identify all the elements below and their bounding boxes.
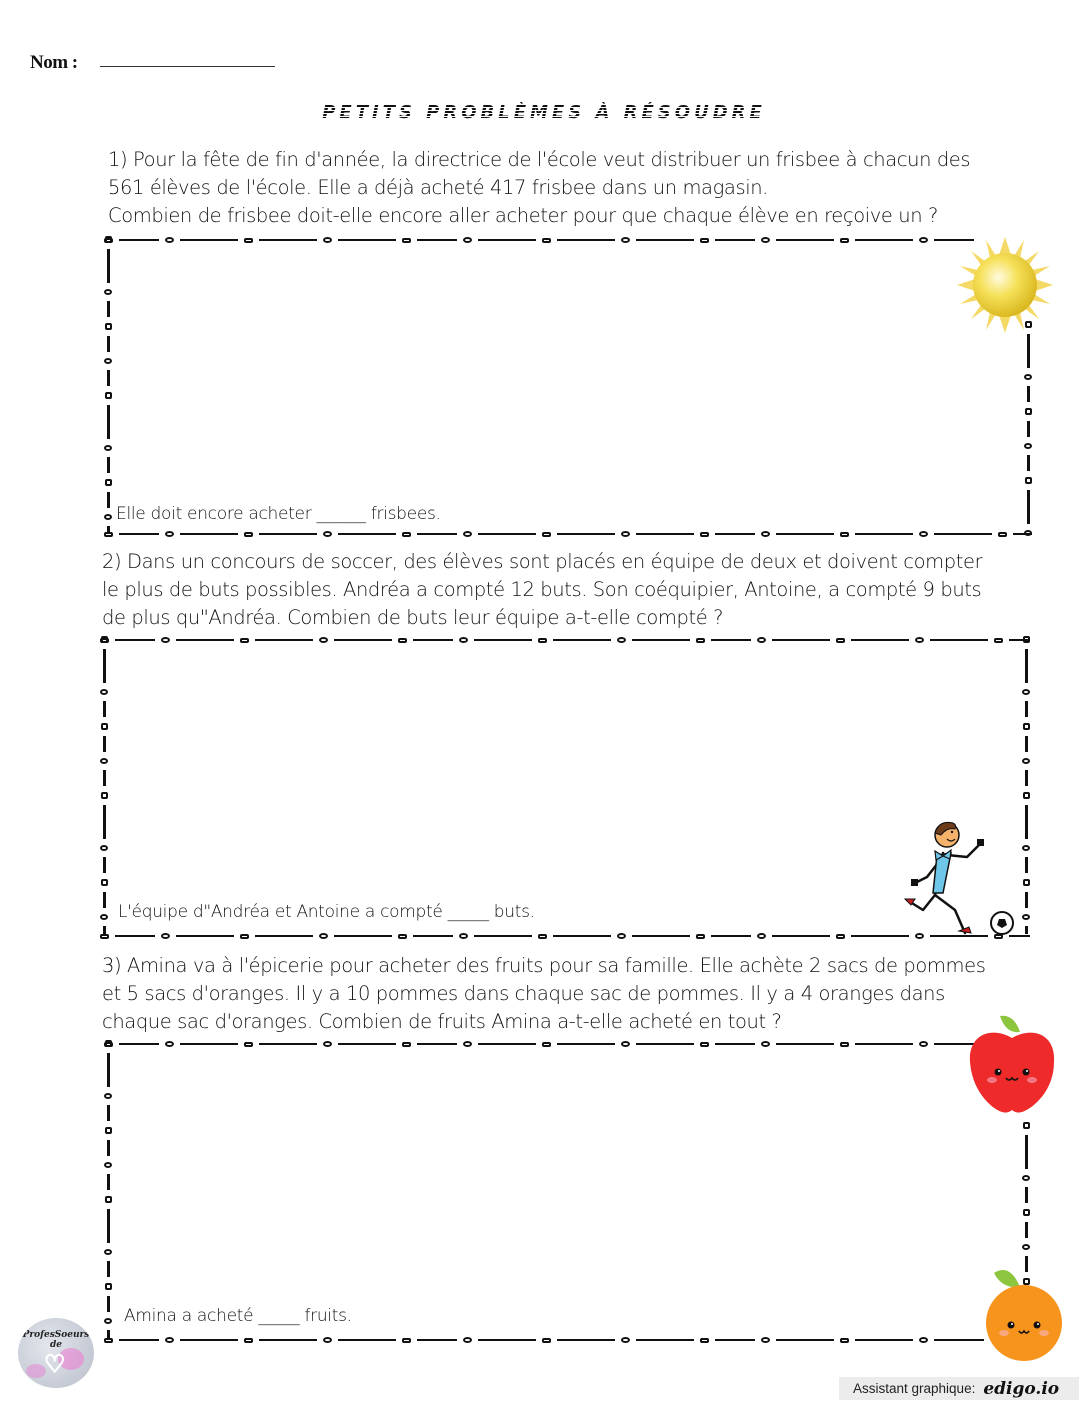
problem-1-line-1: 1) Pour la fête de fin d'année, la directrice de l'école veut distribuer un frisbee à chacun des	[108, 148, 971, 171]
logo-text-line-2: de	[49, 1340, 63, 1350]
box-border-right	[1024, 321, 1032, 538]
box-border-left	[104, 236, 112, 532]
problem-3-line-1: 3) Amina va à l'épicerie pour acheter des fruits pour sa famille. Elle achète 2 sacs de pommes	[102, 954, 986, 977]
footer-credit	[839, 1377, 1079, 1400]
box-border-top	[104, 236, 974, 244]
box-border-top	[100, 636, 1030, 644]
problem-2-text	[102, 548, 982, 632]
footer-label: Assistant graphique:	[853, 1381, 976, 1396]
problem-1-line-3: Combien de frisbee doit-elle encore aller acheter pour que chaque élève en reçoive un ?	[108, 204, 938, 227]
sun-icon	[955, 235, 1055, 335]
problem-2-answer-box[interactable]	[100, 636, 1030, 940]
soccer-player-icon	[895, 815, 1025, 940]
problem-2-line-3: de plus qu"Andréa. Combien de buts leur équipe a-t-elle compté ?	[102, 606, 724, 629]
problem-1-line-2: 561 élèves de l'école. Elle a déjà acheté 417 frisbee dans un magasin.	[108, 176, 768, 199]
problem-3-answer-sentence: Amina a acheté _____ fruits.	[124, 1306, 352, 1326]
box-border-bottom	[104, 1336, 984, 1344]
box-border-top	[104, 1040, 974, 1048]
heart-icon: ♡	[44, 1350, 66, 1378]
problem-2-answer-sentence: L'équipe d"Andréa et Antoine a compté _____ buts.	[118, 902, 535, 922]
logo-text	[18, 1330, 94, 1350]
problem-3-text	[102, 952, 985, 1036]
problem-1-text	[108, 146, 970, 230]
box-border-left	[100, 636, 108, 934]
box-border-bottom	[104, 530, 1032, 538]
professoeurs-logo	[18, 1318, 94, 1388]
problem-2-line-2: le plus de buts possibles. Andréa a compté 12 buts. Son coéquipier, Antoine, a compté 9 buts	[102, 578, 982, 601]
problem-2-line-1: 2) Dans un concours de soccer, des élèves sont placés en équipe de deux et doivent compter	[102, 550, 983, 573]
apple-icon	[962, 1012, 1062, 1117]
problem-1-answer-sentence: Elle doit encore acheter ______ frisbees.	[116, 504, 441, 524]
orange-icon	[980, 1265, 1070, 1363]
box-border-left	[104, 1040, 112, 1338]
name-input-line[interactable]	[100, 66, 275, 67]
box-border-bottom	[100, 932, 1030, 940]
logo-splash	[26, 1364, 46, 1378]
logo-text-line-1: ProfesSoeurs	[22, 1330, 90, 1340]
problem-3-line-3: chaque sac d'oranges. Combien de fruits Amina a-t-elle acheté en tout ?	[102, 1010, 782, 1033]
problem-3-answer-box[interactable]	[104, 1040, 1030, 1344]
problem-3-line-2: et 5 sacs d'oranges. Il y a 10 pommes dans chaque sac de pommes. Il y a 4 oranges dans	[102, 982, 945, 1005]
name-label: Nom :	[30, 52, 78, 73]
footer-brand-link[interactable]: edigo.io	[983, 1378, 1060, 1399]
problem-1-answer-box[interactable]	[104, 236, 1032, 538]
page-title: PETITS PROBLÈMES À RÉSOUDRE	[0, 102, 1088, 123]
